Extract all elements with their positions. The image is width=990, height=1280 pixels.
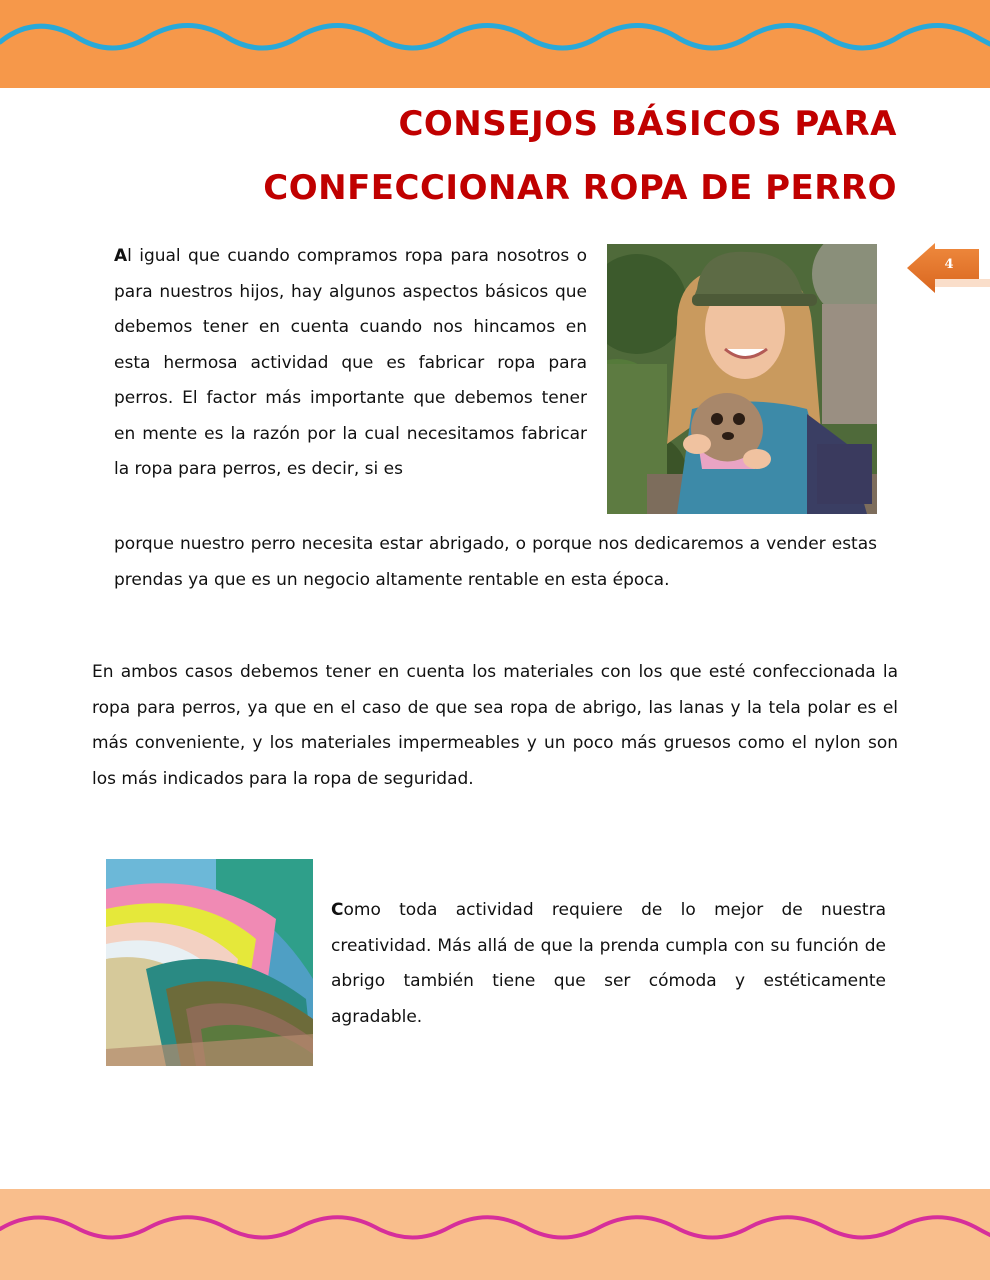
creativity-paragraph-text: omo toda actividad requiere de lo mejor de nuestra creatividad. Más allá de que la prenda cumpla con su función de abrigo también tiene que ser cómoda y estéticamente agradable. bbox=[331, 900, 886, 1027]
dropcap-a: A bbox=[114, 246, 128, 266]
woman-with-dog-photo bbox=[607, 244, 877, 514]
page-title bbox=[137, 92, 897, 220]
title-line-2: CONFECCIONAR ROPA DE PERRO bbox=[263, 168, 897, 208]
page-number-tab bbox=[907, 243, 990, 293]
fabric-swatches-photo bbox=[106, 859, 313, 1066]
materials-paragraph: En ambos casos debemos tener en cuenta los materiales con los que esté confeccionada la ropa para perros, ya que en el caso de que sea ropa de abrigo, las lanas y la tela polar es el más conveniente, y los materiales impermeables y un poco más gruesos como el nylon son los más indicados para la ropa de seguridad. bbox=[92, 662, 898, 789]
intro-paragraph bbox=[114, 239, 587, 488]
bottom-decorative-band bbox=[0, 1189, 990, 1280]
bottom-wave-line bbox=[0, 1189, 990, 1280]
top-wave-line bbox=[0, 0, 990, 88]
top-decorative-band bbox=[0, 0, 990, 88]
title-line-1: CONSEJOS BÁSICOS PARA bbox=[398, 104, 897, 144]
woman-with-dog-illustration bbox=[607, 244, 877, 514]
fabric-swatches-illustration bbox=[106, 859, 313, 1066]
page-number: 4 bbox=[944, 257, 954, 272]
intro-paragraph-text: l igual que cuando compramos ropa para nosotros o para nuestros hijos, hay algunos aspectos básicos que debemos tener en cuenta cuando nos hincamos en esta hermosa actividad que es fabricar ropa para perros. El factor más importante que debemos tener en mente es la razón por la cual necesitamos fabricar la ropa para perros, es decir, si es bbox=[114, 246, 587, 479]
creativity-paragraph bbox=[331, 893, 886, 1035]
intro-paragraph-continued: porque nuestro perro necesita estar abrigado, o porque nos dedicaremos a vender estas prendas ya que es un negocio altamente rentable en esta época. bbox=[114, 534, 877, 590]
dropcap-c: C bbox=[331, 900, 344, 920]
